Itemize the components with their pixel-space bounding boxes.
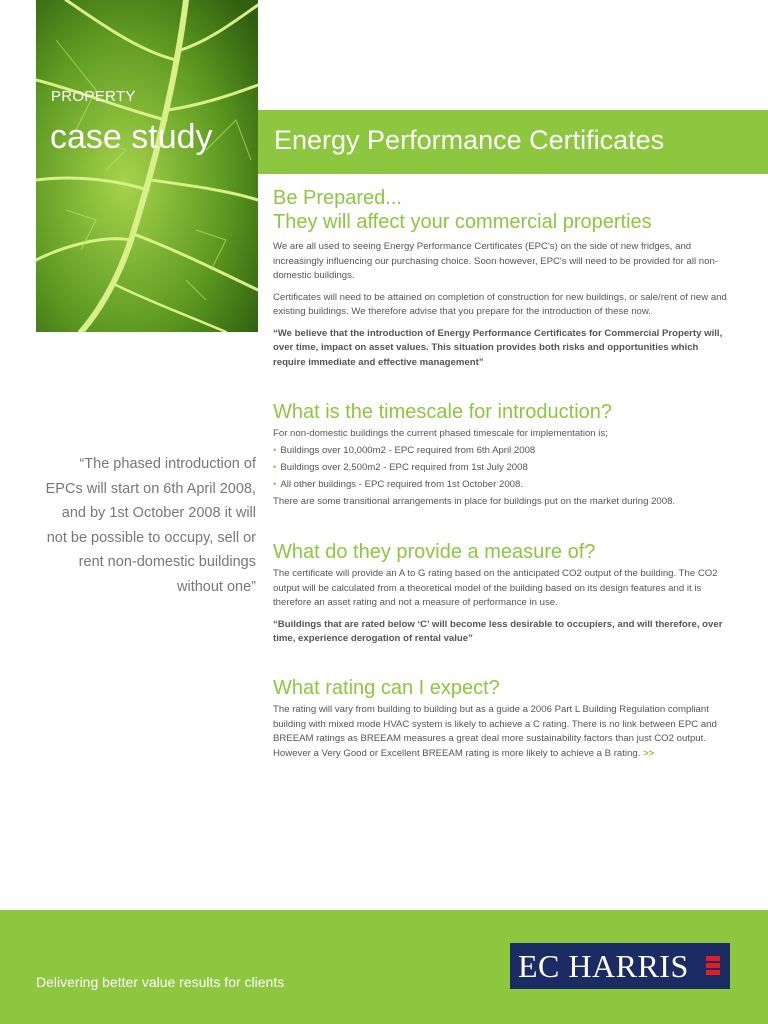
intro-paragraph-2: Certificates will need to be attained on completion of construction for new buildings, or sale/rent of new and existing buildings. We therefore advise that you prepare for the introduction of these now. <box>273 291 727 317</box>
logo-text: EC HARRIS <box>518 948 689 984</box>
ec-harris-logo <box>510 943 730 989</box>
timescale-note: There are some transitional arrangements in place for buildings put on the market during 2008. <box>273 495 676 507</box>
series-label: case study <box>50 118 213 156</box>
timescale-section <box>273 400 728 509</box>
intro-heading-line2: They will affect your commercial properties <box>273 211 652 233</box>
list-item: • All other buildings - EPC required from 1st October 2008. <box>273 478 523 490</box>
rating-heading: What rating can I expect? <box>273 677 500 699</box>
category-label: PROPERTY <box>51 88 136 105</box>
rating-section <box>273 676 728 761</box>
list-item: • Buildings over 2,500m2 - EPC required from 1st July 2008 <box>273 461 528 473</box>
intro-paragraph-1: We are all used to seeing Energy Performance Certificates (EPC's) on the side of new fridges, and increasingly influencing our purchasing choice. Soon however, EPC's will need to be provided for all non-domestic buildings. <box>273 241 718 281</box>
leaf-photo <box>36 0 258 332</box>
intro-heading-line1: Be Prepared... <box>273 187 402 209</box>
measure-heading: What do they provide a measure of? <box>273 541 596 563</box>
timescale-list <box>273 442 728 493</box>
intro-quote: “We believe that the introduction of Energy Performance Certificates for Commercial Property will, over time, impact on asset values. This situation provides both risks and opportunities which require immediate and effective management” <box>273 327 723 368</box>
more-link[interactable]: >> <box>643 747 655 759</box>
timescale-heading: What is the timescale for introduction? <box>273 401 613 423</box>
measure-paragraph: The certificate will provide an A to G rating based on the anticipated CO2 output of the building. The CO2 output will be calculated from a theoretical model of the building based on its design features and it is therefore an asset rating and not a measure of performance in use. <box>273 568 718 608</box>
logo-mark-icon <box>706 956 720 976</box>
intro-section <box>273 186 728 370</box>
timescale-lead: For non-domestic buildings the current phased timescale for implementation is; <box>273 428 608 439</box>
measure-section <box>273 540 728 647</box>
pull-quote: “The phased introduction of EPCs will start on 6th April 2008, and by 1st October 2008 it will not be possible to occupy, sell or rent non-domestic buildings without one” <box>45 456 256 595</box>
bullet-icon: • <box>273 478 277 490</box>
bullet-icon: • <box>273 444 277 456</box>
rating-paragraph: The rating will vary from building to building but as a guide a 2006 Part L Building Regulation compliant building with mixed mode HVAC system is likely to achieve a C rating. There is no link between EPC and BREEAM ratings as BREEAM measures a great deal more sustainability factors than just CO2 output. However a Very Good or Excellent BREEAM rating is more likely to achieve a B rating. >> <box>273 704 717 759</box>
footer-tagline: Delivering better value results for clients <box>36 974 285 990</box>
list-item: • Buildings over 10,000m2 - EPC required from 6th April 2008 <box>273 444 536 456</box>
measure-quote: “Buildings that are rated below ‘C’ will become less desirable to occupiers, and will therefore, over time, experience derogation of rental value” <box>273 618 723 644</box>
page-title: Energy Performance Certificates <box>274 125 665 155</box>
bullet-icon: • <box>273 461 277 473</box>
